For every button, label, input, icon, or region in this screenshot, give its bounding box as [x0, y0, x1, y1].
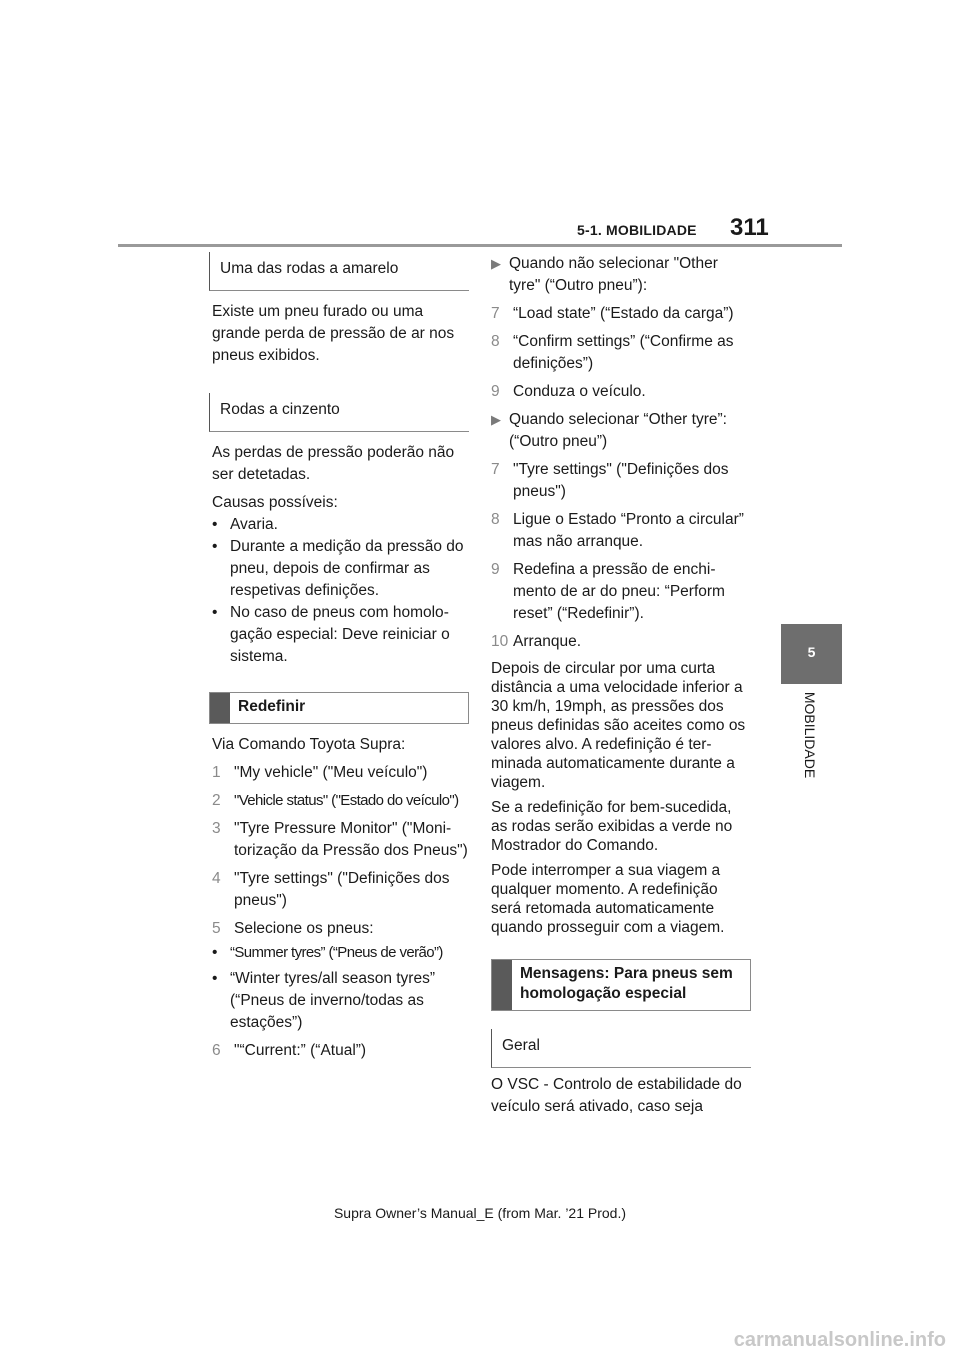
- condition-item: ▶ Quando selecionar “Other tyre”: (“Outro pneu”): [491, 409, 751, 453]
- step-item: 2 "Vehicle status" ("Estado do veículo"): [212, 792, 459, 809]
- box-marker: [492, 960, 512, 1010]
- step-item: 1 "My vehicle" ("Meu veículo"): [212, 764, 428, 781]
- paragraph: Depois de circular por uma curta distância a uma velocidade inferior a 30 km/h, 19mph, as pressões dos pneus definidas são aceites como os valores alvo. A redefinição é terminada automaticamente durante a viagem.: [491, 660, 746, 791]
- paragraph: As perdas de pressão poderão não ser detetadas.: [212, 444, 455, 483]
- step-item: 7 "Tyre settings" ("Definições dos pneus"): [491, 461, 729, 500]
- list-item: • “Summer tyres” (“Pneus de verão”): [212, 944, 443, 961]
- condition-item: ▶ Quando não selecionar "Other tyre" (“Outro pneu”):: [491, 253, 751, 297]
- section-box-reset: [209, 692, 469, 724]
- chapter-label: MOBILIDADE: [802, 691, 818, 779]
- step-item: 8 Ligue o Estado “Pronto a circular” mas não arranque.: [491, 511, 744, 550]
- paragraph: Causas possíveis:: [212, 494, 338, 511]
- footer-text: Supra Owner’s Manual_E (from Mar. ’21 Prod.): [333, 1205, 627, 1221]
- list-item: • No caso de pneus com homologação especial: Deve reiniciar o sistema.: [212, 604, 450, 665]
- section-heading: Redefinir: [238, 698, 306, 715]
- paragraph: O VSC - Controlo de estabilidade do veículo será ativado, caso seja: [491, 1076, 742, 1115]
- arrow-right-icon: ▶: [491, 256, 501, 271]
- list-item: • Avaria.: [212, 516, 278, 533]
- paragraph: Se a redefinição for bem-sucedida, as rodas serão exibidas a verde no Mostrador do Comando.: [491, 799, 733, 854]
- step-item: 9 Conduza o veículo.: [491, 383, 646, 400]
- step-item: 3 "Tyre Pressure Monitor" ("Monitorização da Pressão dos Pneus"): [212, 820, 468, 859]
- step-item: 6 "“Current:” (“Atual”): [212, 1042, 367, 1059]
- step-item: 7 “Load state” (“Estado da carga”): [491, 305, 734, 322]
- causes-list: [209, 514, 469, 668]
- section-title: 5-1. MOBILIDADE: [577, 222, 697, 238]
- right-column: [491, 253, 751, 1118]
- subheading-yellow-wheel: Uma das rodas a amarelo: [209, 252, 469, 291]
- header-divider: [118, 244, 842, 247]
- watermark: carmanualsonline.info: [733, 1329, 946, 1351]
- page-number: 311: [730, 214, 769, 241]
- chapter-tab: 5: [781, 624, 842, 684]
- left-column: [209, 252, 469, 1062]
- list-item: • “Winter tyres/all season tyres” (“Pneus de inverno/todas as estações”): [212, 970, 435, 1031]
- steps-list: [209, 762, 469, 1062]
- section-box-messages: [491, 959, 751, 1011]
- box-marker: [210, 693, 230, 723]
- step-item: 9 Redefina a pressão de enchimento de ar do pneu: “Perform reset” (“Redefinir”).: [491, 561, 725, 622]
- paragraph: Via Comando Toyota Supra:: [212, 736, 406, 753]
- section-heading: Mensagens: Para pneus sem homologação especial: [520, 965, 733, 1002]
- step-item: 5 Selecione os pneus:: [212, 920, 374, 937]
- list-item: • Durante a medição da pressão do pneu, depois de confirmar as respetivas definições.: [212, 538, 464, 599]
- paragraph: Existe um pneu furado ou uma grande perda de pressão de ar nos pneus exibidos.: [212, 303, 455, 364]
- subheading-general: Geral: [491, 1029, 751, 1068]
- step-item: 10 Arranque.: [491, 633, 582, 650]
- paragraph: Pode interromper a sua viagem a qualquer momento. A redefinição será retomada automaticamente quando prosseguir com a viagem.: [491, 862, 725, 936]
- subheading-grey-wheels: Rodas a cinzento: [209, 393, 469, 432]
- step-item: 4 "Tyre settings" ("Definições dos pneus"): [212, 870, 450, 909]
- arrow-right-icon: ▶: [491, 412, 501, 427]
- step-item: 8 “Confirm settings” (“Confirme as definições”): [491, 333, 734, 372]
